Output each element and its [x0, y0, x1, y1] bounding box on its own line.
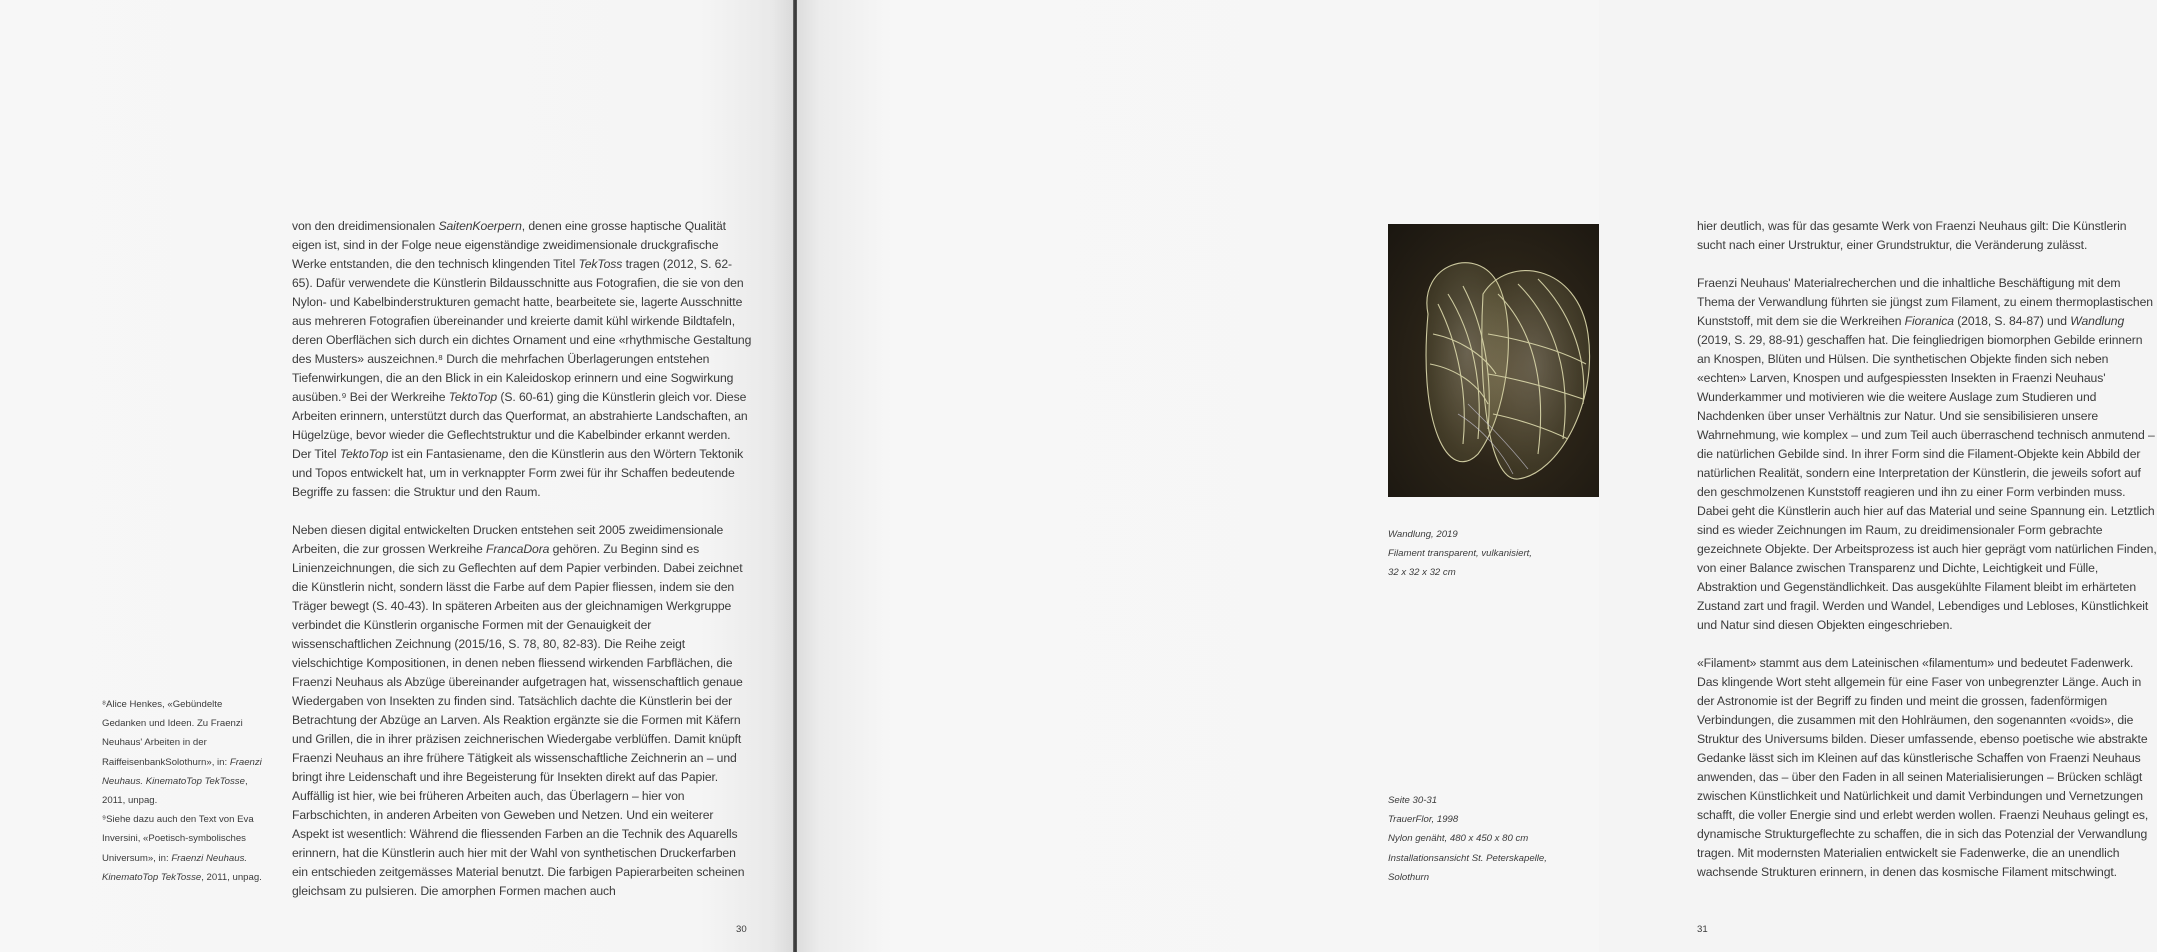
left-page: [0, 0, 796, 952]
paragraph: von den dreidimensionalen SaitenKoerpern, denen eine grosse haptische Qualität eigen ist, sind in der Folge neue eigenständige zweidimensionale druckgrafische Werke entstanden, die den technisch klingenden Titel TekToss tragen (2012, S. 62-65). Dafür verwendete die Künstlerin Bildausschnitte aus Fotografien, die sie von den Nylon- und Kabelbinderstrukturen gemacht hatte, bearbeitete sie, lagerte Ausschnitte aus mehreren Fotografien übereinander und kreierte damit kühl wirkende Bildtafeln, deren Oberflächen sich durch ein dichtes Ornament und eine «rhythmische Gestaltung des Musters» auszeichnen.⁸ Durch die mehrfachen Überlagerungen entstehen Tiefenwirkungen, die an den Blick in ein Kaleidoskop erinnern und eine Sogwirkung ausüben.⁹ Bei der Werkreihe TektoTop (S. 60-61) ging die Künstlerin gleich vor. Diese Arbeiten erinnern, unterstützt durch das Querformat, an abstrahierte Landschaften, an Hügelzüge, bevor wieder die Geflechtstruktur und die Kabelbinder erkannt werden. Der Titel TektoTop ist ein Fantasiename, den die Künstlerin aus den Wörtern Tektonik und Topos entwickelt hat, um in verknappter Form zwei für ihr Schaffen bedeutende Begriffe zu fassen: die Struktur und den Raum.: [292, 219, 752, 499]
footnotes: [102, 695, 267, 887]
italic-title: Wandlung: [2070, 314, 2125, 328]
caption-line: 32 x 32 x 32 cm: [1388, 567, 1456, 579]
book-gutter: [793, 0, 797, 952]
caption-line: Filament transparent, vulkanisiert,: [1388, 548, 1532, 560]
italic-title: Fraenzi Neuhaus. KinematoTop TekTosse: [102, 852, 248, 883]
footnote: ⁹Siehe dazu auch den Text von Eva Inversini, «Poetisch-symbolisches Universum», in: Fraenzi Neuhaus. KinematoTop TekTosse, 2011, unpag.: [102, 814, 262, 883]
page-number-right: 31: [1697, 924, 1708, 935]
artwork-caption: [1388, 525, 1593, 583]
paragraph: «Filament» stammt aus dem Lateinischen «filamentum» und bedeutet Fadenwerk. Das klingende Wort steht allgemein für eine Faser von unbegrenzter Länge. Auch in der Astronomie ist der Begriff zu finden und meint die grossen, fadenförmigen Verbindungen, die zusammen mit den Hohlräumen, den sogenannten «voids», die Struktur des Universums bilden. Dieser umfassende, ebenso poetische wie abstrakte Gedanke lässt sich im Kleinen auf das künstlerische Schaffen von Fraenzi Neuhaus anwenden, das – über den Faden in all seinen Materialisierungen – Brücken schlägt zwischen Künstlichkeit und Natürlichkeit und damit Verbindungen und Vernetzungen schafft, die voller Energie sind und erlebt werden wollen. Fraenzi Neuhaus gelingt es, dynamische Strukturgeflechte zu schaffen, die in sich das Potenzial der Verwandlung tragen. Mit modernsten Materialien entwickelt sie Fadenwerke, die an unendlich wachsende Strukturen erinnern, in denen das kosmische Filament mitschwingt.: [1697, 656, 2149, 879]
italic-title: SaitenKoerpern: [438, 219, 522, 233]
italic-title: TekToss: [578, 257, 623, 271]
page-number-left: 30: [736, 924, 747, 935]
right-body-text: [1697, 217, 2157, 901]
italic-title: TektoTop: [339, 447, 389, 461]
italic-title: Fraenzi Neuhaus. KinematoTop TekTosse: [102, 756, 262, 787]
italic-title: Fioranica: [1904, 314, 1954, 328]
footnote: ⁸Alice Henkes, «Gebündelte Gedanken und Ideen. Zu Fraenzi Neuhaus' Arbeiten in der RaiffeisenbankSolothurn», in: Fraenzi Neuhaus. KinematoTop TekTosse, 2011, unpag.: [102, 699, 262, 807]
paragraph: Neben diesen digital entwickelten Drucken entstehen seit 2005 zweidimensionale Arbeiten, die zur grossen Werkreihe FrancaDora gehören. Zu Beginn sind es Linienzeichnungen, die sich zu Geflechten auf dem Papier verbinden. Dabei zeichnet die Künstlerin nicht, sondern lässt die Farbe auf dem Papier fliessen, indem sie den Träger bewegt (S. 40-43). In späteren Arbeiten aus der gleichnamigen Werkgruppe verbindet die Künstlerin organische Formen mit der Genauigkeit der wissenschaftlichen Zeichnung (2015/16, S. 78, 80, 82-83). Die Reihe zeigt vielschichtige Kompositionen, in denen neben fliessend wirkenden Farbflächen, die Fraenzi Neuhaus als Abzüge übereinander aufgetragen hat, wissenschaftlich genaue Wiedergaben von Insekten zu finden sind. Tatsächlich dachte die Künstlerin bei der Betrachtung der Abzüge an Larven. Als Reaktion ergänzte sie die Formen mit Käfern und Grillen, die in ihrer präzisen zeichnerischen Wiedergabe verblüffen. Damit knüpft Fraenzi Neuhaus an ihre frühere Tätigkeit als wissenschaftliche Zeichnerin an – und bringt ihre Leidenschaft und ihre Begeisterung für Insekten direkt auf das Papier. Auffällig ist hier, wie bei früheren Arbeiten auch, das Überlagern – hier von Farbschichten, in anderen Arbeiten von Geweben und Netzen. Und ein weiterer Aspekt ist wesentlich: Während die fliessenden Farben an die Technik des Aquarells erinnern, hat die Künstlerin auch hier mit der Wahl von synthetischen Druckerfarben ein entschieden zeitgemässes Material benutzt. Die farbigen Papierarbeiten scheinen gleichsam zu pulsieren. Die amorphen Formen machen auch: [292, 523, 745, 898]
artwork-photo-wandlung: [1388, 224, 1599, 497]
spread-image-caption: [1388, 791, 1593, 887]
caption-line: Nylon genäht, 480 x 450 x 80 cm: [1388, 833, 1529, 845]
left-body-text: [292, 217, 752, 920]
caption-line: Solothurn: [1388, 871, 1430, 883]
paragraph: hier deutlich, was für das gesamte Werk von Fraenzi Neuhaus gilt: Die Künstlerin sucht nach einer Urstruktur, einer Grundstruktur, die Veränderung zulässt.: [1697, 219, 2127, 252]
italic-title: TektoTop: [448, 390, 498, 404]
caption-line: Installationsansicht St. Peterskapelle,: [1388, 852, 1547, 864]
caption-line: Wandlung, 2019: [1388, 529, 1458, 540]
caption-line: TrauerFlor, 1998: [1388, 814, 1459, 826]
paragraph: Fraenzi Neuhaus' Materialrecherchen und die inhaltliche Beschäftigung mit dem Thema der Verwandlung führten sie jüngst zum Filament, zu einem thermoplastischen Kunststoff, mit dem sie die Werkreihen Fioranica (2018, S. 84-87) und Wandlung (2019, S. 29, 88-91) geschaffen hat. Die feingliedrigen biomorphen Gebilde erinnern an Knospen, Blüten und Hülsen. Die synthetischen Objekte finden sich neben «echten» Larven, Knospen und aufgespiessten Insekten in Fraenzi Neuhaus' Wunderkammer und motivieren wie die weitere Auslage zum Studieren und Nachdenken über unser Verhältnis zur Natur. Und sie sensibilisieren unsere Wahrnehmung, wie komplex – und zum Teil auch überraschend technisch anmutend – die natürlichen Gebilde sind. In ihrer Form sind die Filament-Objekte kein Abbild der natürlichen Realität, sondern eine Interpretation der Künstlerin, die jeweils sofort auf den geschmolzenen Kunststoff reagieren und ihn zu einer Form verbinden muss. Dabei geht die Künstlerin auch hier auf das Material und seine Spannung ein. Letztlich sind es wieder Zeichnungen im Raum, zu dreidimensionaler Form gebrachte gezeichnete Objekte. Der Arbeitsprozess ist auch hier geprägt vom natürlichen Finden, von einer Balance zwischen Transparenz und Dichte, Leichtigkeit und Fülle, Abstraktion und Gegenständlichkeit. Das ausgekühlte Filament bleibt im erhärteten Zustand zart und fragil. Werden und Wandel, Lebendiges und Lebloses, Künstlichkeit und Natur sind diesen Objekten eingeschrieben.: [1697, 276, 2157, 632]
italic-title: FrancaDora: [485, 542, 550, 556]
caption-line: Seite 30-31: [1388, 795, 1438, 806]
